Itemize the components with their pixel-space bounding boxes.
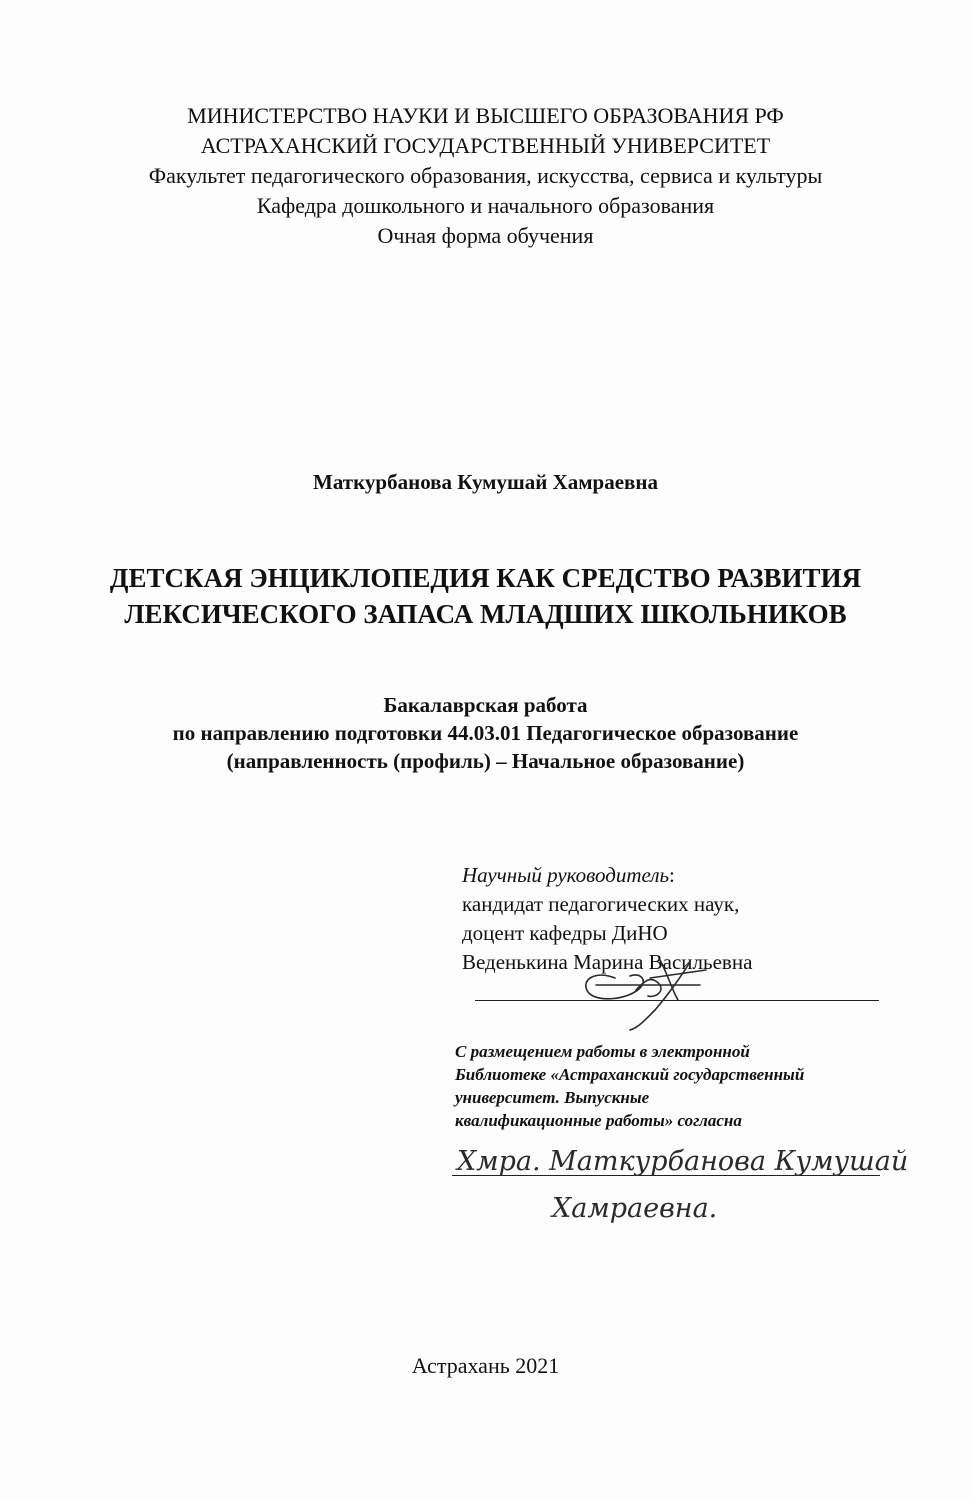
work-direction: по направлению подготовки 44.03.01 Педагогическое образование xyxy=(172,721,799,745)
city-year: Астрахань 2021 xyxy=(411,1353,560,1378)
university-line: АСТРАХАНСКИЙ ГОСУДАРСТВЕННЫЙ УНИВЕРСИТЕТ xyxy=(200,133,771,158)
student-handwritten-signature xyxy=(455,1146,908,1224)
consent-line-4: квалификационные работы» согласна xyxy=(455,1111,742,1130)
supervisor-degree: кандидат педагогических наук, xyxy=(462,892,740,916)
work-type: Бакалаврская работа xyxy=(383,693,588,717)
student-signature-line-2: Хамраевна. xyxy=(552,1193,718,1224)
consent-line-3: университет. Выпускные xyxy=(455,1088,650,1107)
supervisor-name: Веденькина Марина Васильевна xyxy=(462,950,753,974)
faculty-line: Факультет педагогического образования, искусства, сервиса и культуры xyxy=(148,163,823,188)
consent-block xyxy=(455,1040,804,1132)
supervisor-block xyxy=(462,861,752,977)
student-signature-line-1: Хмра. Маткурбанова Кумушай xyxy=(457,1146,909,1177)
study-form-line: Очная форма обучения xyxy=(377,223,594,248)
supervisor-signature-line xyxy=(475,1000,879,1001)
consent-line-1: С размещением работы в электронной xyxy=(455,1042,750,1061)
supervisor-label-line xyxy=(462,861,752,890)
student-signature-line xyxy=(452,1175,880,1176)
supervisor-position: доцент кафедры ДиНО xyxy=(462,921,668,945)
supervisor-label-colon: : xyxy=(669,863,675,887)
consent-line-2: Библиотеке «Астраханский государственный xyxy=(455,1065,805,1084)
header-block xyxy=(0,101,971,251)
supervisor-label: Научный руководитель xyxy=(462,863,670,887)
ministry-line: МИНИСТЕРСТВО НАУКИ И ВЫСШЕГО ОБРАЗОВАНИЯ РФ xyxy=(187,103,784,128)
title-line-2: ЛЕКСИЧЕСКОГО ЗАПАСА МЛАДШИХ ШКОЛЬНИКОВ xyxy=(124,599,847,629)
author-name: Маткурбанова Кумушай Хамраевна xyxy=(313,470,658,494)
title-line-1: ДЕТСКАЯ ЭНЦИКЛОПЕДИЯ КАК СРЕДСТВО РАЗВИТИЯ xyxy=(109,563,862,593)
work-profile: (направленность (профиль) – Начальное образование) xyxy=(226,749,745,773)
work-type-block xyxy=(0,691,971,775)
department-line: Кафедра дошкольного и начального образования xyxy=(256,193,715,218)
work-title xyxy=(0,560,971,632)
